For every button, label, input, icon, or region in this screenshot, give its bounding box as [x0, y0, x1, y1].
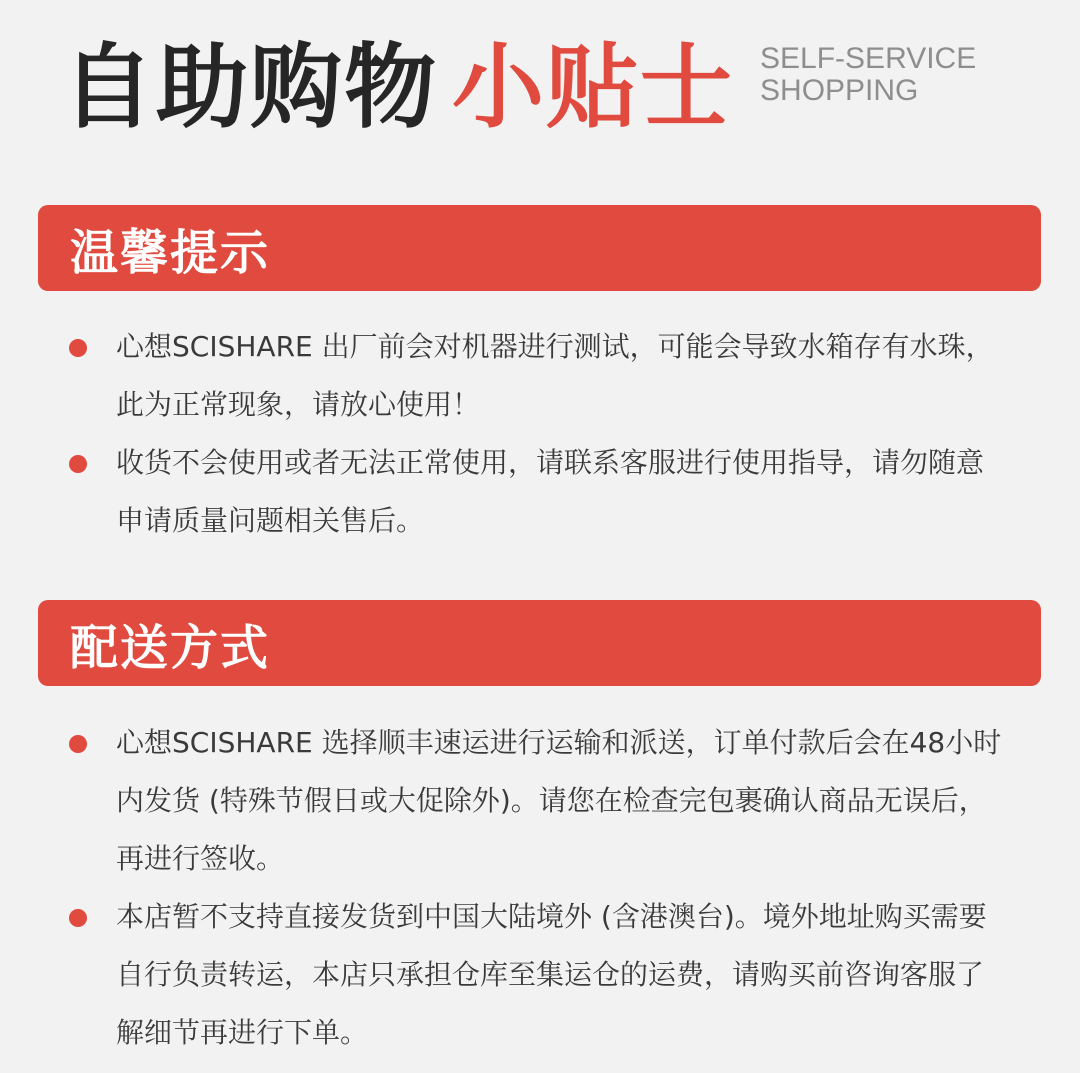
section-banner-delivery — [38, 600, 1041, 686]
list-item — [66, 888, 1006, 1062]
page-subtitle-en — [760, 43, 976, 107]
list-item-text: 收货不会使用或者无法正常使用，请联系客服进行使用指导，请勿随意申请质量问题相关售后。 — [116, 446, 985, 537]
bullet-dot-icon — [69, 339, 87, 357]
subtitle-line-1: SELF-SERVICE — [760, 42, 977, 75]
subtitle-line-2: SHOPPING — [760, 74, 919, 107]
bullet-dot-icon — [69, 909, 87, 927]
list-item-text: 心想SCISHARE 出厂前会对机器进行测试，可能会导致水箱存有水珠，此为正常现象，请放心使用！ — [116, 330, 994, 421]
delivery-list — [66, 714, 1006, 1062]
list-item — [66, 714, 1006, 888]
bullet-dot-icon — [69, 735, 87, 753]
list-item — [66, 434, 1006, 550]
section-title-tips: 温馨提示 — [70, 224, 271, 281]
page-title-main: 自助购物 — [62, 34, 439, 141]
section-title-delivery: 配送方式 — [70, 619, 271, 676]
tips-list — [66, 318, 1006, 550]
page-header — [62, 28, 976, 148]
bullet-dot-icon — [69, 455, 87, 473]
list-item-text: 心想SCISHARE 选择顺丰速运进行运输和派送，订单付款后会在48小时内发货 (特殊节假日或大促除外)。请您在检查完包裹确认商品无误后，再进行签收。 — [116, 726, 1002, 875]
list-item-text: 本店暂不支持直接发货到中国大陆境外 (含港澳台)。境外地址购买需要自行负责转运，本店只承担仓库至集运仓的运费，请购买前咨询客服了解细节再进行下单。 — [116, 900, 987, 1049]
list-item — [66, 318, 1006, 434]
page-title-accent: 小贴士 — [452, 34, 735, 141]
section-banner-tips — [38, 205, 1041, 291]
